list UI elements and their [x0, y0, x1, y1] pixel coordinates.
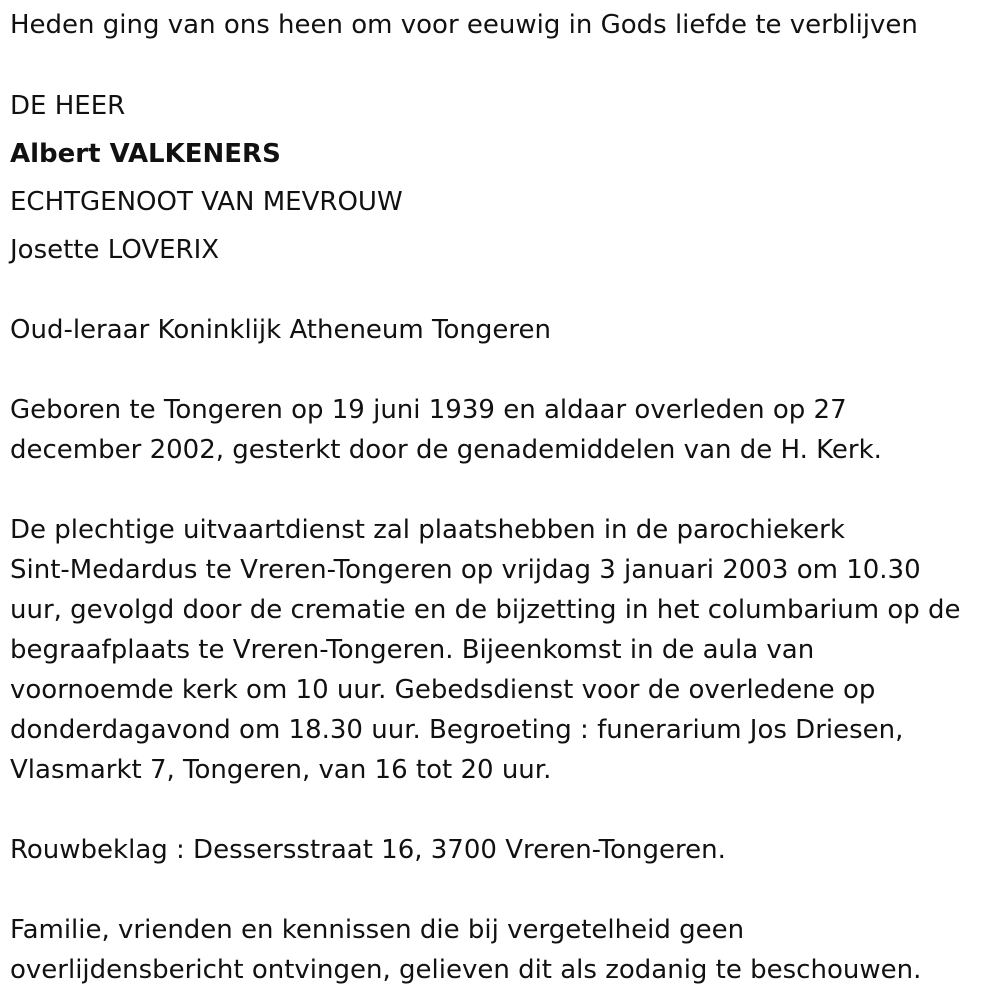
service-line: begraafplaats te Vreren-Tongeren. Bijeenkomst in de aula van	[10, 635, 815, 665]
deceased-name: Albert VALKENERS	[10, 139, 281, 169]
service-line: Vlasmarkt 7, Tongeren, van 16 tot 20 uur.	[10, 755, 552, 785]
service-line: donderdagavond om 18.30 uur. Begroeting : funerarium Jos Driesen,	[10, 715, 904, 745]
birth-death-line: december 2002, gesterkt door de genademiddelen van de H. Kerk.	[10, 435, 882, 465]
birth-death-line: Geboren te Tongeren op 19 juni 1939 en aldaar overleden op 27	[10, 395, 847, 425]
service-line: voornoemde kerk om 10 uur. Gebedsdienst voor de overledene op	[10, 675, 876, 705]
mourning-address: Rouwbeklag : Dessersstraat 16, 3700 Vreren-Tongeren.	[10, 835, 726, 865]
occupation-text: Oud-leraar Koninklijk Atheneum Tongeren	[10, 315, 551, 345]
spouse-label: ECHTGENOOT VAN MEVROUW	[10, 187, 403, 217]
intro-text: Heden ging van ons heen om voor eeuwig in Gods liefde te verblijven	[10, 10, 918, 40]
service-line: De plechtige uitvaartdienst zal plaatshebben in de parochiekerk	[10, 515, 845, 545]
closing-line: overlijdensbericht ontvingen, gelieven dit als zodanig te beschouwen.	[10, 955, 922, 985]
spouse-name: Josette LOVERIX	[10, 235, 220, 265]
service-line: Sint-Medardus te Vreren-Tongeren op vrijdag 3 januari 2003 om 10.30	[10, 555, 921, 585]
service-line: uur, gevolgd door de crematie en de bijzetting in het columbarium op de	[10, 595, 961, 625]
title-text: DE HEER	[10, 91, 126, 121]
closing-line: Familie, vrienden en kennissen die bij vergetelheid geen	[10, 915, 745, 945]
